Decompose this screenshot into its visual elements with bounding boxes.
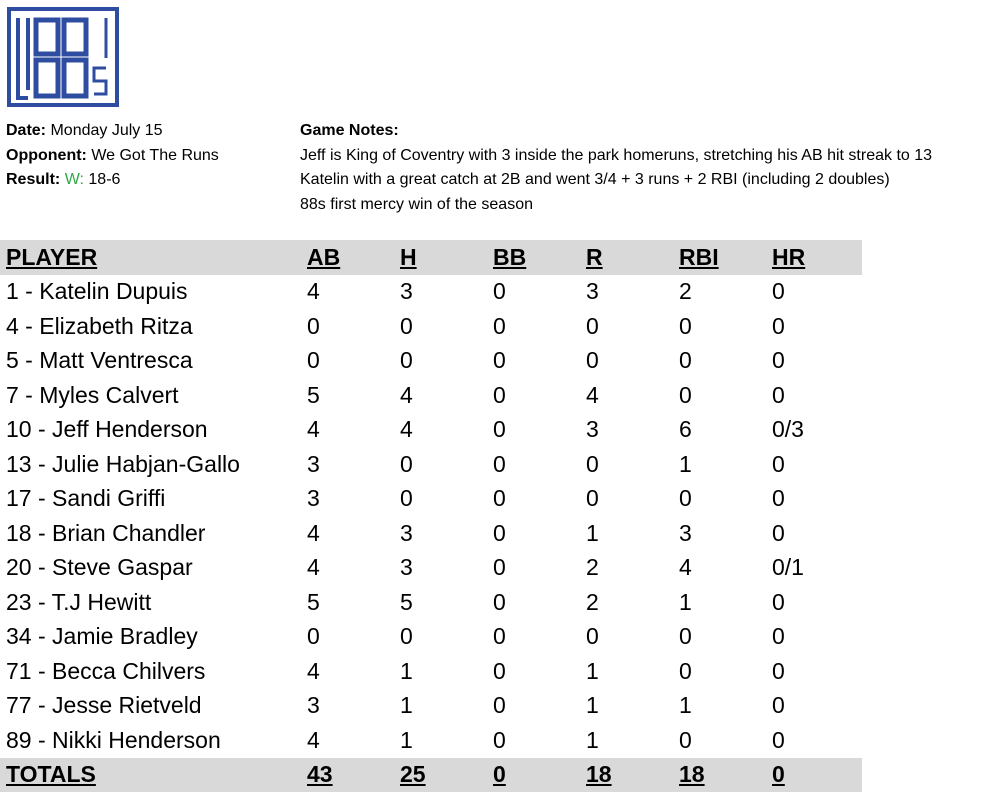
cell-h: 3 [400, 554, 413, 581]
cell-r: 0 [586, 312, 599, 339]
table-row [0, 723, 862, 758]
cell-player: 4 - Elizabeth Ritza [6, 312, 193, 339]
table-row [0, 516, 862, 551]
cell-bb: 0 [493, 588, 506, 615]
cell-rbi: 0 [679, 347, 692, 374]
cell-rbi: 1 [679, 692, 692, 719]
totals-h: 25 [400, 758, 493, 793]
cell-h: 0 [400, 312, 413, 339]
cell-bb: 0 [493, 278, 506, 305]
table-row [0, 654, 862, 689]
table-row [0, 482, 862, 517]
header-row [0, 240, 862, 275]
cell-bb: 0 [493, 623, 506, 650]
table-row [0, 275, 862, 310]
cell-ab: 0 [307, 623, 320, 650]
table-row [0, 689, 862, 724]
cell-player: 77 - Jesse Rietveld [6, 692, 202, 719]
cell-r: 2 [586, 588, 599, 615]
cell-hr: 0 [772, 347, 785, 374]
result-line [6, 168, 219, 193]
cell-bb: 0 [493, 554, 506, 581]
result-label: Result: [6, 171, 61, 188]
cell-ab: 3 [307, 485, 320, 512]
note-line: Katelin with a great catch at 2B and went 3/4 + 3 runs + 2 RBI (including 2 doubles) [300, 171, 890, 188]
cell-bb: 0 [493, 692, 506, 719]
cell-ab: 4 [307, 657, 320, 684]
header-bb: BB [493, 240, 586, 275]
cell-rbi: 1 [679, 450, 692, 477]
header-h: H [400, 240, 493, 275]
totals-r: 18 [586, 758, 679, 793]
cell-rbi: 0 [679, 485, 692, 512]
cell-rbi: 2 [679, 278, 692, 305]
table-row [0, 344, 862, 379]
totals-hr: 0 [772, 758, 862, 793]
cell-bb: 0 [493, 485, 506, 512]
cell-bb: 0 [493, 312, 506, 339]
totals-bb: 0 [493, 758, 586, 793]
cell-hr: 0 [772, 726, 785, 753]
cell-bb: 0 [493, 657, 506, 684]
table-row [0, 620, 862, 655]
cell-h: 0 [400, 347, 413, 374]
cell-player: 7 - Myles Calvert [6, 381, 179, 408]
cell-r: 1 [586, 519, 599, 546]
cell-rbi: 4 [679, 554, 692, 581]
cell-hr: 0 [772, 450, 785, 477]
cell-hr: 0/3 [772, 416, 804, 443]
cell-h: 4 [400, 381, 413, 408]
cell-r: 1 [586, 657, 599, 684]
header-hr: HR [772, 240, 862, 275]
cell-bb: 0 [493, 519, 506, 546]
totals-label: TOTALS [0, 758, 301, 793]
result-score: 18-6 [88, 171, 121, 188]
cell-h: 1 [400, 657, 413, 684]
cell-ab: 3 [307, 450, 320, 477]
cell-h: 3 [400, 278, 413, 305]
cell-rbi: 0 [679, 623, 692, 650]
header-r: R [586, 240, 679, 275]
cell-r: 3 [586, 278, 599, 305]
cell-ab: 4 [307, 519, 320, 546]
cell-r: 0 [586, 347, 599, 374]
cell-ab: 0 [307, 347, 320, 374]
totals-rbi: 18 [679, 758, 772, 793]
table-row [0, 447, 862, 482]
cell-h: 0 [400, 450, 413, 477]
cell-bb: 0 [493, 726, 506, 753]
cell-h: 5 [400, 588, 413, 615]
cell-player: 10 - Jeff Henderson [6, 416, 208, 443]
cell-r: 0 [586, 485, 599, 512]
cell-player: 34 - Jamie Bradley [6, 623, 198, 650]
cell-bb: 0 [493, 381, 506, 408]
cell-hr: 0 [772, 657, 785, 684]
cell-rbi: 0 [679, 726, 692, 753]
cell-r: 1 [586, 692, 599, 719]
header-player: PLAYER [0, 240, 301, 275]
cell-ab: 5 [307, 381, 320, 408]
table-row [0, 413, 862, 448]
cell-hr: 0 [772, 588, 785, 615]
cell-ab: 3 [307, 692, 320, 719]
cell-h: 0 [400, 623, 413, 650]
date-label: Date: [6, 122, 47, 139]
cell-bb: 0 [493, 347, 506, 374]
cell-h: 3 [400, 519, 413, 546]
opponent-value: We Got The Runs [91, 146, 219, 164]
cell-player: 71 - Becca Chilvers [6, 657, 206, 684]
table-row [0, 378, 862, 413]
cell-bb: 0 [493, 416, 506, 443]
totals-row [0, 758, 862, 793]
game-notes [300, 119, 932, 217]
cell-ab: 4 [307, 554, 320, 581]
cell-h: 1 [400, 692, 413, 719]
cell-r: 1 [586, 726, 599, 753]
note-line: Jeff is King of Coventry with 3 inside the park homeruns, stretching his AB hit streak to 13 [300, 146, 933, 164]
cell-player: 13 - Julie Habjan-Gallo [6, 450, 240, 477]
cell-hr: 0 [772, 312, 785, 339]
cell-rbi: 6 [679, 416, 692, 443]
cell-rbi: 0 [679, 381, 692, 408]
cell-hr: 0 [772, 381, 785, 408]
cell-h: 4 [400, 416, 413, 443]
cell-r: 2 [586, 554, 599, 581]
cell-player: 18 - Brian Chandler [6, 519, 206, 546]
cell-player: 89 - Nikki Henderson [6, 726, 221, 753]
cell-rbi: 3 [679, 519, 692, 546]
stats-table [0, 240, 862, 792]
cell-player: 17 - Sandi Griffi [6, 485, 166, 512]
cell-r: 4 [586, 381, 599, 408]
game-info [6, 119, 219, 193]
cell-hr: 0 [772, 692, 785, 719]
cell-h: 1 [400, 726, 413, 753]
cell-h: 0 [400, 485, 413, 512]
cell-player: 5 - Matt Ventresca [6, 347, 193, 374]
cell-hr: 0 [772, 519, 785, 546]
cell-rbi: 0 [679, 657, 692, 684]
cell-hr: 0 [772, 485, 785, 512]
cell-bb: 0 [493, 450, 506, 477]
cell-r: 3 [586, 416, 599, 443]
table-row [0, 551, 862, 586]
cell-ab: 4 [307, 416, 320, 443]
opponent-label: Opponent: [6, 146, 87, 164]
cell-ab: 0 [307, 312, 320, 339]
cell-rbi: 0 [679, 312, 692, 339]
cell-ab: 5 [307, 588, 320, 615]
cell-ab: 4 [307, 726, 320, 753]
header-ab: AB [301, 240, 400, 275]
date-line [6, 119, 219, 144]
cell-hr: 0 [772, 623, 785, 650]
notes-title: Game Notes: [300, 122, 399, 139]
date-value: Monday July 15 [50, 122, 163, 139]
result-outcome: W: [64, 171, 84, 188]
cell-player: 1 - Katelin Dupuis [6, 278, 188, 305]
team-logo [6, 6, 120, 108]
header-rbi: RBI [679, 240, 772, 275]
cell-player: 20 - Steve Gaspar [6, 554, 193, 581]
table-row [0, 585, 862, 620]
cell-hr: 0 [772, 278, 785, 305]
table-row [0, 309, 862, 344]
cell-rbi: 1 [679, 588, 692, 615]
note-line: 88s first mercy win of the season [300, 195, 533, 213]
cell-player: 23 - T.J Hewitt [6, 588, 152, 615]
cell-hr: 0/1 [772, 554, 804, 581]
opponent-line [6, 144, 219, 169]
cell-ab: 4 [307, 278, 320, 305]
totals-ab: 43 [301, 758, 400, 793]
cell-r: 0 [586, 623, 599, 650]
cell-r: 0 [586, 450, 599, 477]
